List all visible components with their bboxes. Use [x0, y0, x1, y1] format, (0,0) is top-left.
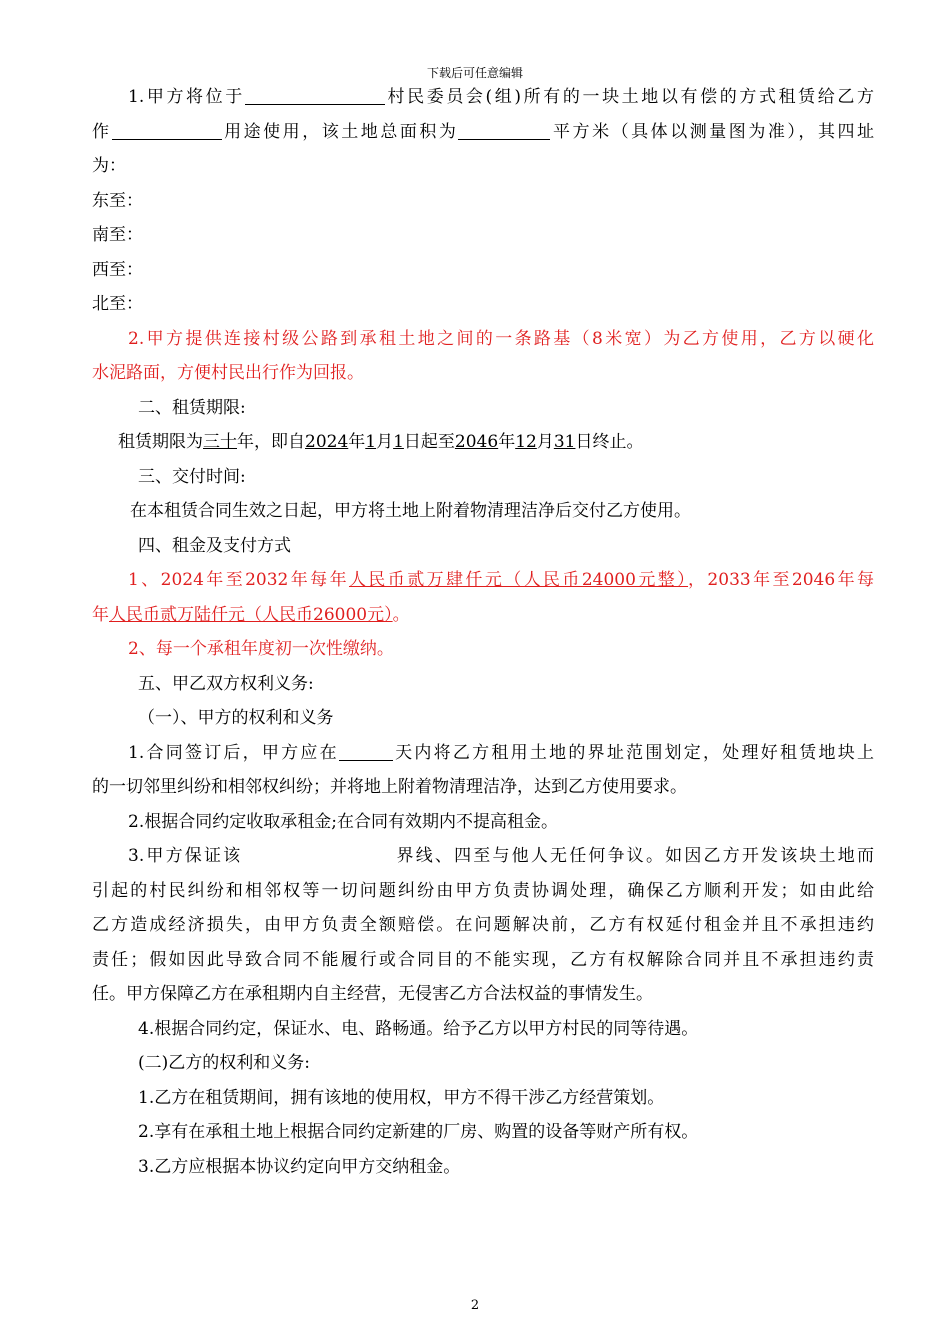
- purpose-blank[interactable]: [112, 119, 222, 140]
- party-b-item-1: 1.乙方在租赁期间，拥有该地的使用权，甲方不得干涉乙方经营策划。: [138, 1087, 665, 1108]
- area-blank[interactable]: [458, 119, 550, 140]
- party-a-item-3-line-3: 乙方造成经济损失，由甲方负责全额赔偿。在问题解决前，乙方有权延付租金并且不承担违约: [92, 915, 874, 935]
- party-a-item-1-line-1: 1.合同签订后，甲方应在 天内将乙方租用土地的界址范围划定，处理好租赁地块上: [92, 736, 874, 771]
- boundary-south: 南至：: [92, 225, 143, 245]
- rent-item-2: 2、每一个承租年度初一次性缴纳。: [128, 639, 394, 659]
- party-b-item-2: 2.享有在承租土地上根据合同约定新建的厂房、购置的设备等财产所有权。: [138, 1122, 699, 1142]
- party-a-item-3-line-1: 3.甲方保证该 界线、四至与他人无任何争议。如因乙方开发该块土地而: [128, 846, 874, 866]
- location-blank[interactable]: [245, 84, 385, 105]
- party-a-item-1-line-2: 的一切邻里纠纷和相邻权纠纷；并将地上附着物清理洁净，达到乙方使用要求。: [92, 777, 687, 797]
- rent-item-1-line-2: 年人民币贰万陆仟元（人民币26000元）。: [92, 604, 410, 625]
- rent-item-1-line-1: 1、2024年至2032年每年人民币贰万肆仟元（人民币24000元整），2033年至2046年每: [128, 570, 874, 590]
- boundary-west: 西至：: [92, 259, 143, 280]
- delivery-heading: 三、交付时间:: [138, 466, 246, 487]
- rights-heading: 五、甲乙双方权利义务:: [138, 673, 314, 694]
- delivery-text: 在本租赁合同生效之日起，甲方将土地上附着物清理洁净后交付乙方使用。: [130, 501, 691, 521]
- clause-1-line-1: 1.甲方将位于 村民委员会(组)所有的一块土地以有偿的方式租赁给乙方: [92, 80, 874, 115]
- party-a-item-3-line-4: 责任；假如因此导致合同不能履行或合同目的不能实现，乙方有权解除合同并且不承担违约责: [92, 949, 874, 970]
- party-b-item-3: 3.乙方应根据本协议约定向甲方交纳租金。: [138, 1156, 461, 1177]
- clause-2-line-1: 2.甲方提供连接村级公路到承租土地之间的一条路基（8米宽）为乙方使用，乙方以硬化: [128, 328, 874, 349]
- page-number: 2: [470, 1298, 480, 1313]
- party-a-heading: （一）、甲方的权利和义务: [138, 708, 334, 728]
- clause-1-line-3: 为：: [92, 156, 126, 176]
- days-blank[interactable]: [339, 740, 393, 761]
- header-note: 下载后可任意编辑: [426, 66, 523, 80]
- lease-term-text: 租赁期限为三十年，即自2024年1月1日起至2046年12月31日终止。: [118, 432, 644, 452]
- party-a-item-3-line-2: 引起的村民纠纷和相邻权等一切问题纠纷由甲方负责协调处理，确保乙方顺利开发；如由此给: [92, 880, 874, 901]
- party-a-item-3-line-5: 任。甲方保障乙方在承租期内自主经营，无侵害乙方合法权益的事情发生。: [92, 984, 653, 1004]
- clause-1-line-2: 作 用途使用，该土地总面积为 平方米（具体以测量图为准），其四址: [92, 115, 874, 150]
- clause-2-line-2: 水泥路面，方便村民出行作为回报。: [92, 363, 364, 383]
- rent-heading: 四、租金及支付方式: [138, 535, 291, 556]
- party-a-item-4: 4.根据合同约定，保证水、电、路畅通。给予乙方以甲方村民的同等待遇。: [138, 1018, 699, 1039]
- lease-term-heading: 二、租赁期限:: [138, 397, 246, 418]
- document-body: [92, 80, 874, 1184]
- party-a-item-2: 2.根据合同约定收取承租金;在合同有效期内不提高租金。: [128, 811, 558, 832]
- boundary-north: 北至：: [92, 294, 143, 314]
- boundary-east: 东至：: [92, 190, 143, 211]
- party-b-heading: (二)乙方的权利和义务:: [138, 1053, 310, 1073]
